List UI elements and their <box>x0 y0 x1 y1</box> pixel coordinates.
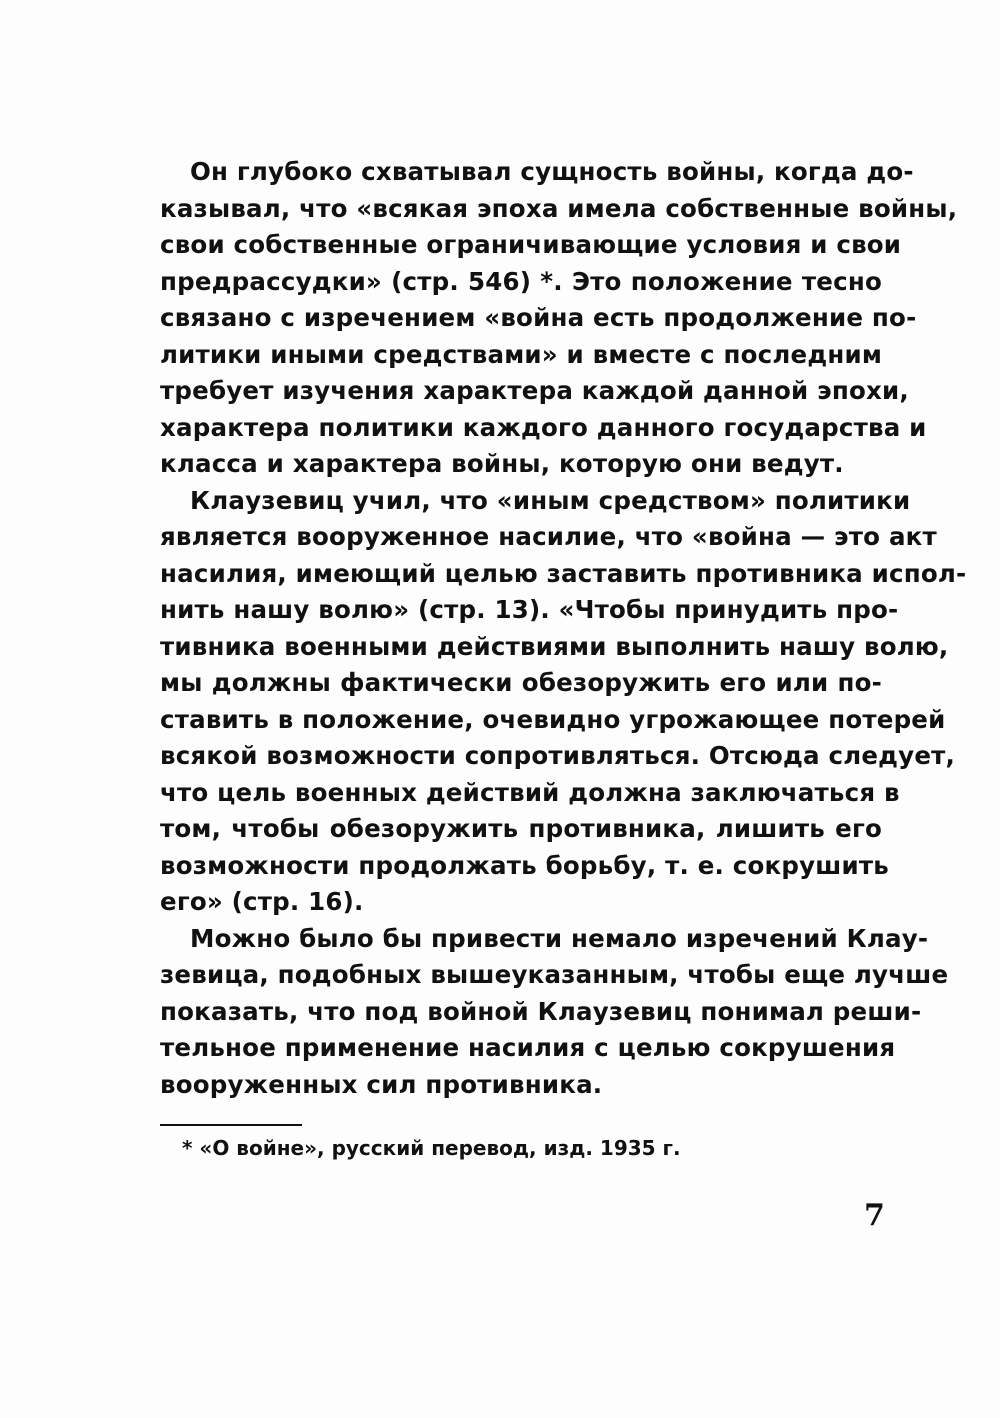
paragraph-3-line-2: зевица, подобных вышеуказанным, чтобы еще лучше <box>160 960 949 989</box>
footnote: * «О войне», русский перевод, изд. 1935 г. <box>182 1136 681 1160</box>
paragraph-2-line-9: что цель военных действий должна заключаться в <box>160 777 900 807</box>
paragraph-1-line-2: казывал, что «всякая эпоха имела собственные войны, <box>160 193 958 223</box>
paragraph-2-line-6: мы должны фактически обезоружить его или по- <box>160 668 882 697</box>
paragraph-2-line-12: его» (стр. 16). <box>160 887 364 916</box>
paragraph-2-line-3: насилия, имеющий целью заставить противника испол- <box>160 558 967 588</box>
paragraph-1-line-6: литики иными средствами» и вместе с последним <box>160 339 883 369</box>
paragraph-1-line-5: связано с изречением «война есть продолжение по- <box>160 303 917 332</box>
paragraph-3-line-3: показать, что под войной Клаузевиц понимал реши- <box>160 996 922 1026</box>
paragraph-2-line-10: том, чтобы обезоружить противника, лишить его <box>160 814 882 843</box>
paragraph-2-line-1: Клаузевиц учил, что «иным средством» политики <box>190 485 911 515</box>
paragraph-3-line-4: тельное применение насилия с целью сокрушения <box>160 1033 896 1062</box>
paragraph-2-line-8: всякой возможности сопротивляться. Отсюда следует, <box>160 741 956 770</box>
paragraph-2-line-4: нить нашу волю» (стр. 13). «Чтобы принудить про- <box>160 595 899 624</box>
body-text <box>160 154 967 1103</box>
paragraph-1-line-7: требует изучения характера каждой данной эпохи, <box>160 376 909 405</box>
paragraph-2-line-2: является вооруженное насилие, что «война — это акт <box>160 522 937 551</box>
paragraph-2-line-5: тивника военными действиями выполнить нашу волю, <box>160 631 949 661</box>
paragraph-2-line-11: возможности продолжать борьбу, т. е. сокрушить <box>160 850 889 880</box>
paragraph-1-line-1: Он глубоко схватывал сущность войны, когда до- <box>190 157 914 186</box>
page-number: 7 <box>864 1198 885 1233</box>
paragraph-1-line-4: предрассудки» (стр. 546) *. Это положение тесно <box>160 266 882 296</box>
paragraph-1-line-9: класса и характера войны, которую они ведут. <box>160 449 844 478</box>
paragraph-3-line-5: вооруженных сил противника. <box>160 1069 603 1099</box>
paragraph-3-line-1: Можно было бы привести немало изречений Клау- <box>190 923 929 953</box>
footnote-divider <box>160 1124 302 1126</box>
paragraph-1-line-3: свои собственные ограничивающие условия и свои <box>160 230 902 259</box>
paragraph-1-line-8: характера политики каждого данного государства и <box>160 412 927 442</box>
paragraph-2-line-7: ставить в положение, очевидно угрожающее потерей <box>160 704 946 734</box>
